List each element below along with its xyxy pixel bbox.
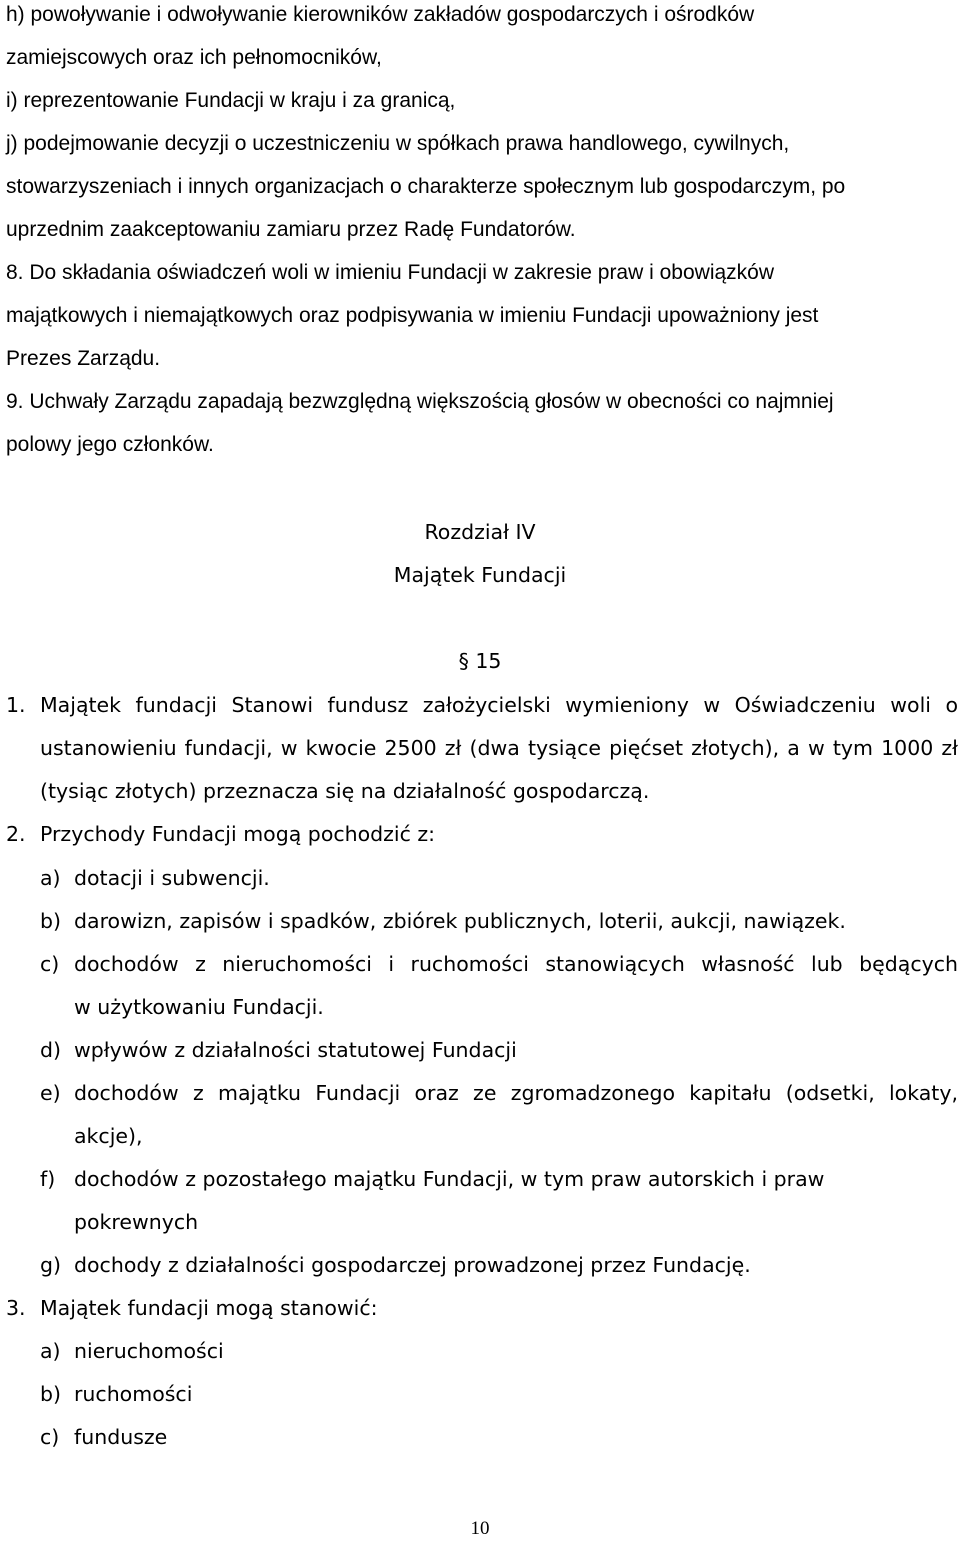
income-item-e-line-1: dochodów z majątku Fundacji oraz ze zgromadzonego kapitału (odsetki, lokaty, [74,1081,958,1105]
income-item-e-label: e) [40,1081,61,1105]
asset-item-a-label: a) [40,1339,61,1363]
chapter-number: Rozdział IV [424,520,536,544]
list-item-i: i) reprezentowanie Fundacji w kraju i za granicą, [6,89,456,112]
asset-item-b: ruchomości [74,1382,193,1406]
income-item-c-line-2: w użytkowaniu Fundacji. [74,995,324,1019]
income-item-g-label: g) [40,1253,62,1277]
section-1-line-2: ustanowieniu fundacji, w kwocie 2500 zł (dwa tysiące pięćset złotych), a w tym 1000 zł [40,736,958,760]
section-3-number: 3. [6,1296,26,1320]
page-number: 10 [470,1518,490,1539]
asset-item-c-label: c) [40,1425,60,1449]
section-1-line-3: (tysiąc złotych) przeznacza się na działalność gospodarczą. [40,779,650,803]
section-symbol: § 15 [458,649,502,673]
income-item-b-label: b) [40,909,62,933]
income-item-e-line-2: akcje), [74,1124,143,1148]
paragraph-8-line-1: 8. Do składania oświadczeń woli w imieniu Fundacji w zakresie praw i obowiązków [6,261,775,284]
list-item-h-line-2: zamiejscowych oraz ich pełnomocników, [6,46,382,69]
section-1-line-1: Majątek fundacji Stanowi fundusz założycielski wymieniony w Oświadczeniu woli o [40,693,958,717]
income-item-f-line-2: pokrewnych [74,1210,199,1234]
paragraph-8-line-2: majątkowych i niemajątkowych oraz podpisywania w imieniu Fundacji upoważniony jest [6,304,819,327]
income-item-d-label: d) [40,1038,62,1062]
list-item-j-line-2: stowarzyszeniach i innych organizacjach o charakterze społecznym lub gospodarczym, po [6,175,846,198]
asset-item-c: fundusze [74,1425,168,1449]
income-item-c-line-1: dochodów z nieruchomości i ruchomości stanowiących własność lub będących [74,952,958,976]
section-1-number: 1. [6,693,26,717]
chapter-title: Majątek Fundacji [393,563,567,587]
income-item-a: dotacji i subwencji. [74,866,270,890]
income-item-a-label: a) [40,866,61,890]
section-2-text: Przychody Fundacji mogą pochodzić z: [40,822,436,846]
list-item-h-line-1: h) powoływanie i odwoływanie kierowników zakładów gospodarczych i ośrodków [6,3,755,26]
paragraph-9-line-2: polowy jego członków. [6,433,214,456]
income-item-g: dochody z działalności gospodarczej prowadzonej przez Fundację. [74,1253,751,1277]
section-2-number: 2. [6,822,26,846]
income-item-c-label: c) [40,952,60,976]
asset-item-b-label: b) [40,1382,62,1406]
list-item-j-line-1: j) podejmowanie decyzji o uczestniczeniu w spółkach prawa handlowego, cywilnych, [6,132,790,155]
income-item-f-line-1: dochodów z pozostałego majątku Fundacji, w tym praw autorskich i praw [74,1167,825,1191]
paragraph-9-line-1: 9. Uchwały Zarządu zapadają bezwzględną większością głosów w obecności co najmniej [6,390,834,413]
income-item-d: wpływów z działalności statutowej Fundacji [74,1038,517,1062]
asset-item-a: nieruchomości [74,1339,224,1363]
paragraph-8-line-3: Prezes Zarządu. [6,347,161,370]
section-3-text: Majątek fundacji mogą stanowić: [40,1296,378,1320]
list-item-j-line-3: uprzednim zaakceptowaniu zamiaru przez Radę Fundatorów. [6,218,576,241]
income-item-b: darowizn, zapisów i spadków, zbiórek publicznych, loterii, aukcji, nawiązek. [74,909,846,933]
income-item-f-label: f) [40,1167,56,1191]
